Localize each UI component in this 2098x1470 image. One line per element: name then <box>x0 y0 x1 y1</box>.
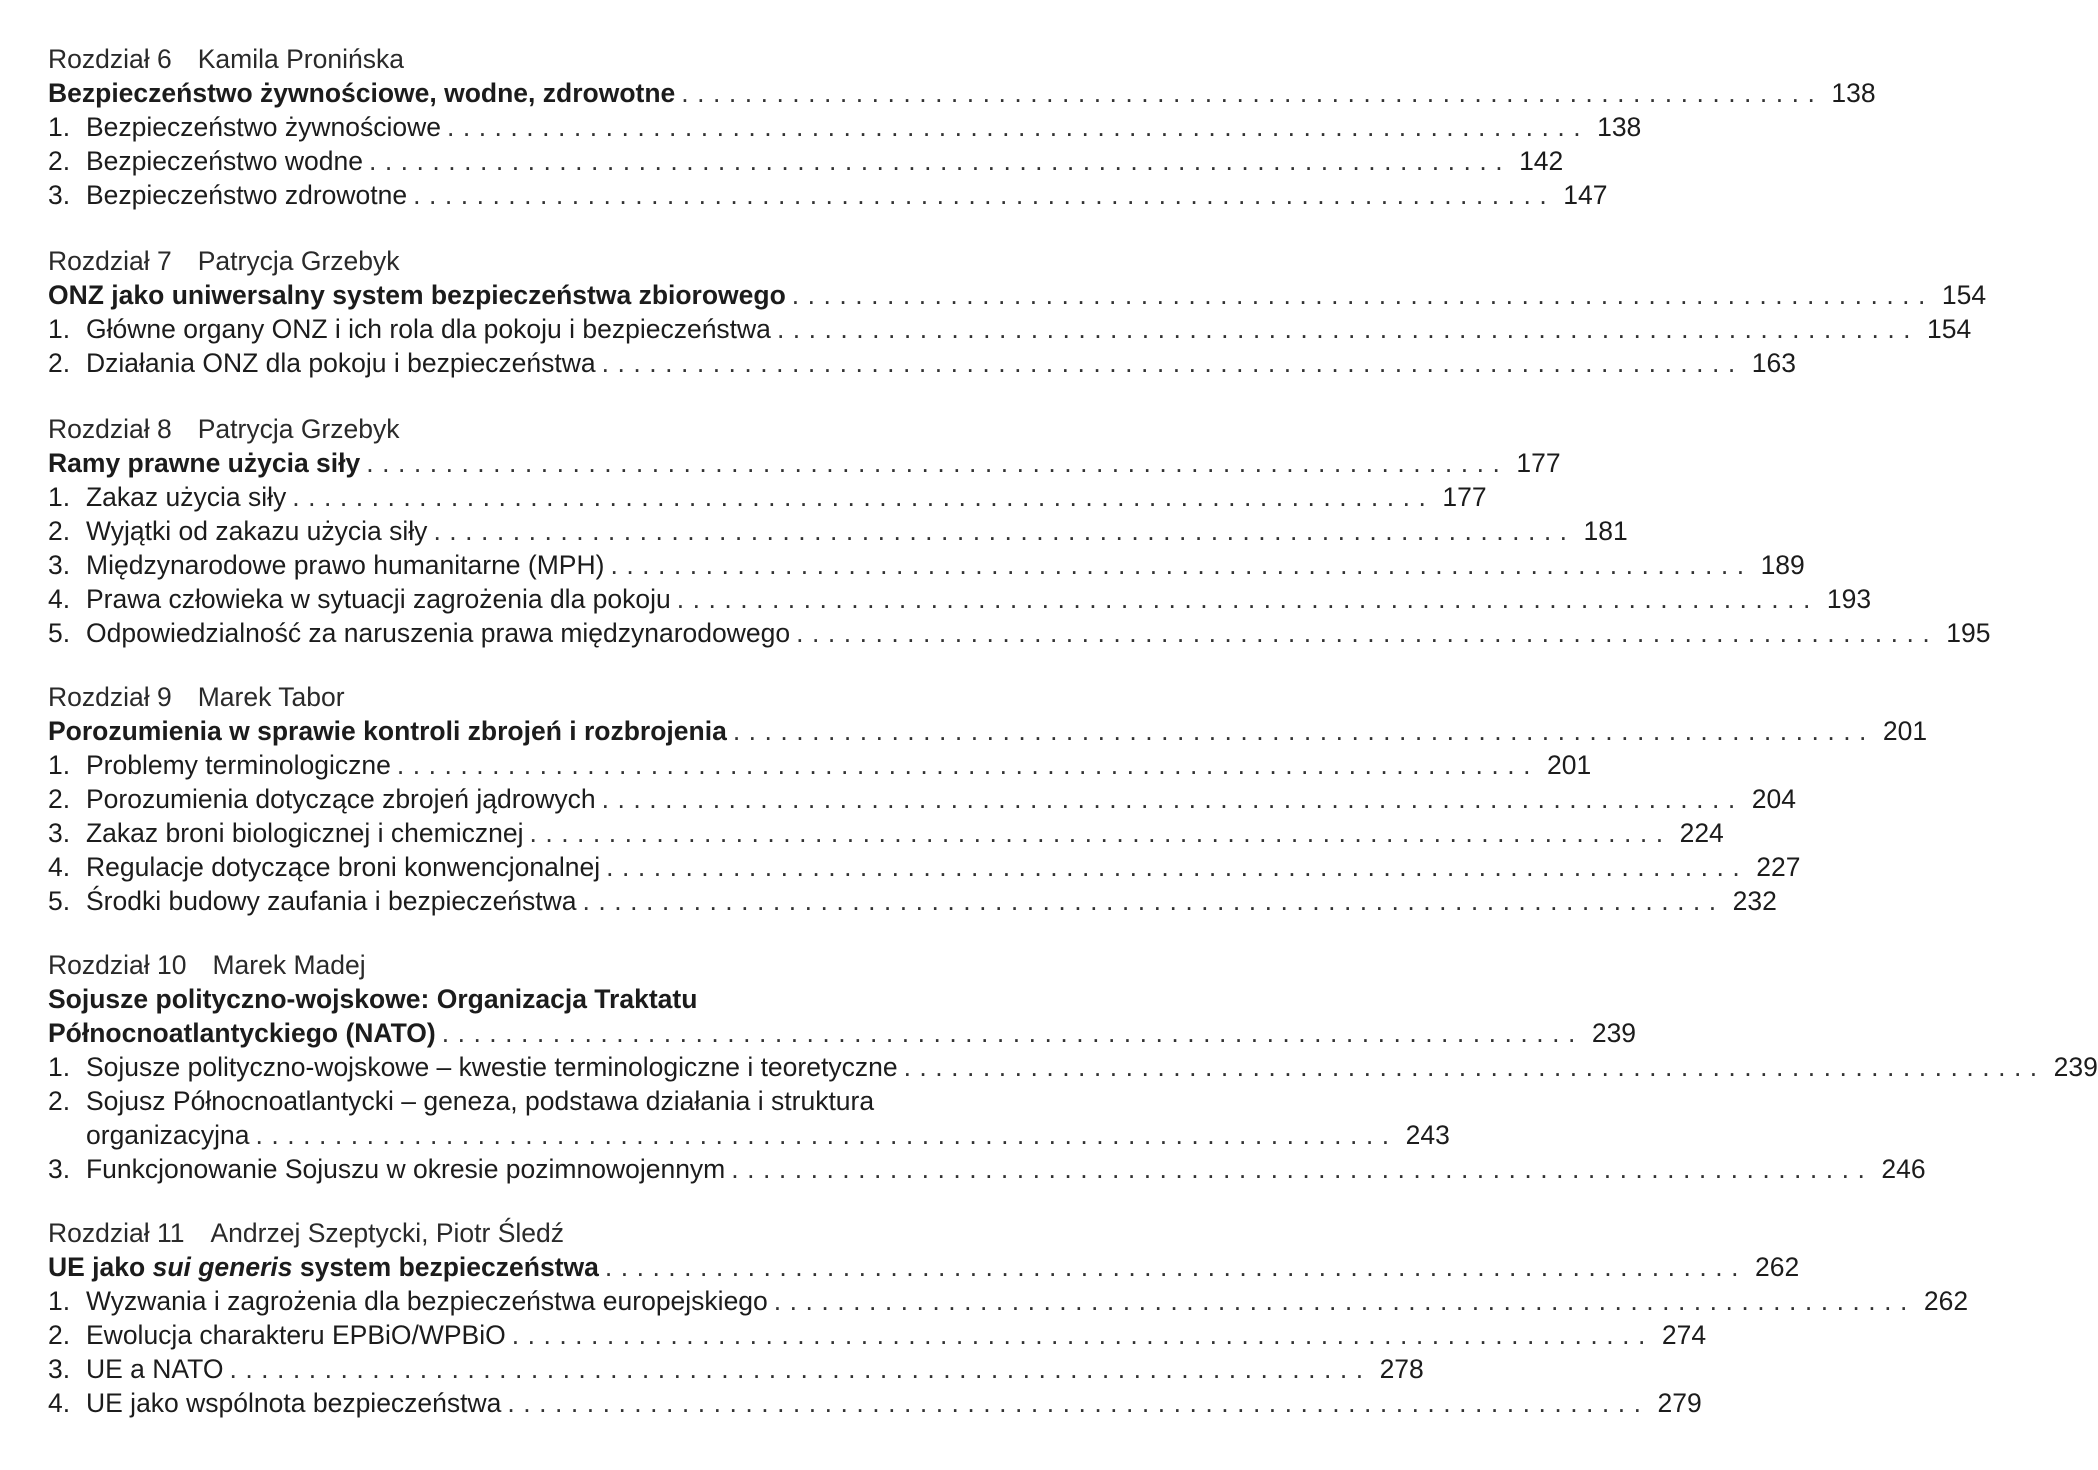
toc-item[interactable] <box>48 1352 1424 1386</box>
item-number: 3. <box>48 180 71 210</box>
leader-dots: ........................................................................ <box>791 280 1934 310</box>
toc-item[interactable] <box>48 312 1972 346</box>
page-number: 201 <box>1547 750 1592 780</box>
item-text: UE a NATO <box>86 1354 224 1384</box>
leader-dots: ........................................................................ <box>776 314 1920 344</box>
leader-dots: ........................................................................ <box>681 78 1824 108</box>
chapter-label: Rozdział 10 <box>48 950 187 980</box>
leader-dots: ........................................................................ <box>676 584 1819 614</box>
chapter-title-row[interactable] <box>48 278 1987 312</box>
item-number: 5. <box>48 618 71 648</box>
chapter-title: Bezpieczeństwo żywnościowe, wodne, zdrowotne <box>48 76 681 110</box>
item-number: 1. <box>48 112 71 142</box>
item-text: Regulacje dotyczące broni konwencjonalnej <box>86 852 601 882</box>
item-number: 3. <box>48 818 71 848</box>
item-text: Sojusz Północnoatlantycki – geneza, podstawa działania i struktura <box>86 1086 875 1116</box>
leader-dots: ........................................................................ <box>396 750 1539 780</box>
item-text: Międzynarodowe prawo humanitarne (MPH) <box>86 550 605 580</box>
chapter-label: Rozdział 7 <box>48 246 172 276</box>
leader-dots: ........................................................................ <box>601 348 1744 378</box>
chapter-author: Marek Tabor <box>197 682 345 712</box>
chapter-heading <box>48 1216 1030 1250</box>
leader-dots: ........................................................................ <box>229 1354 1372 1384</box>
item-number: 2. <box>48 516 71 546</box>
item-number: 5. <box>48 886 71 916</box>
item-text: UE jako wspólnota bezpieczeństwa <box>86 1388 502 1418</box>
leader-dots: ........................................................................ <box>604 1252 1747 1282</box>
leader-dots: ........................................................................ <box>433 516 1576 546</box>
toc-item[interactable] <box>48 548 1805 582</box>
chapter-title-row[interactable] <box>48 1016 1637 1050</box>
title-emphasis: sui generis <box>152 1252 293 1282</box>
toc-item[interactable] <box>48 514 1628 548</box>
chapter-title: Północnoatlantyckiego (NATO) <box>48 1016 442 1050</box>
title-part: system bezpieczeństwa <box>292 1252 599 1282</box>
page-number: 204 <box>1751 784 1796 814</box>
item-text: Działania ONZ dla pokoju i bezpieczeństwa <box>86 348 596 378</box>
leader-dots: ........................................................................ <box>255 1120 1398 1150</box>
chapter-author: Marek Madej <box>212 950 366 980</box>
item-number: 4. <box>48 584 71 614</box>
page-number: 138 <box>1831 78 1876 108</box>
page-number: 181 <box>1583 516 1628 546</box>
chapter-label: Rozdział 8 <box>48 414 172 444</box>
item-number: 2. <box>48 784 71 814</box>
toc-item[interactable] <box>48 748 1592 782</box>
leader-dots: ........................................................................ <box>413 180 1556 210</box>
leader-dots: ........................................................................ <box>366 448 1509 478</box>
item-text: Porozumienia dotyczące zbrojeń jądrowych <box>86 784 596 814</box>
leader-dots: ........................................................................ <box>610 550 1753 580</box>
chapter-author: Patrycja Grzebyk <box>197 246 400 276</box>
item-text: Środki budowy zaufania i bezpieczeństwa <box>86 886 577 916</box>
item-text: Problemy terminologiczne <box>86 750 391 780</box>
toc-item[interactable] <box>48 346 1796 380</box>
chapter-label: Rozdział 9 <box>48 682 172 712</box>
page-number: 195 <box>1946 618 1991 648</box>
item-text: Funkcjonowanie Sojuszu w okresie pozimnowojennym <box>86 1154 726 1184</box>
item-text: Bezpieczeństwo zdrowotne <box>86 180 408 210</box>
chapter-label: Rozdział 6 <box>48 44 172 74</box>
chapter-title <box>48 1250 605 1284</box>
item-number: 1. <box>48 1052 71 1082</box>
page-number: 278 <box>1379 1354 1424 1384</box>
chapter-title-row[interactable] <box>48 76 1876 110</box>
chapter-title-row[interactable] <box>48 714 1928 748</box>
page-number: 138 <box>1597 112 1642 142</box>
page-number: 274 <box>1661 1320 1707 1350</box>
page-number: 193 <box>1826 584 1872 614</box>
toc-item[interactable] <box>48 480 1487 514</box>
chapter-7 <box>48 244 1987 380</box>
chapter-11 <box>48 1216 1969 1420</box>
item-number: 2. <box>48 1086 71 1116</box>
leader-dots: ........................................................................ <box>292 482 1435 512</box>
toc-item[interactable] <box>48 1318 1707 1352</box>
page-number: 262 <box>1754 1252 1800 1282</box>
leader-dots: ........................................................................ <box>731 1154 1874 1184</box>
toc-item[interactable] <box>48 582 1872 616</box>
toc-item[interactable] <box>48 144 1564 178</box>
toc-item[interactable] <box>48 816 1724 850</box>
item-text: Prawa człowieka w sytuacji zagrożenia dla pokoju <box>86 584 671 614</box>
chapter-author: Kamila Pronińska <box>197 44 404 74</box>
chapter-title-row[interactable] <box>48 446 1561 480</box>
item-text: organizacyjna <box>86 1118 256 1152</box>
item-text: Zakaz broni biologicznej i chemicznej <box>86 818 524 848</box>
leader-dots: ........................................................................ <box>582 886 1725 916</box>
page-number: 177 <box>1442 482 1487 512</box>
chapter-title: Ramy prawne użycia siły <box>48 446 366 480</box>
toc-item-continuation[interactable] <box>48 1118 1450 1152</box>
page-number: 246 <box>1881 1154 1926 1184</box>
page-number: 279 <box>1657 1388 1702 1418</box>
toc-item[interactable] <box>48 782 1796 816</box>
toc-item[interactable] <box>48 110 1642 144</box>
page-number: 177 <box>1516 448 1561 478</box>
chapter-title: ONZ jako uniwersalny system bezpieczeństwa zbiorowego <box>48 278 792 312</box>
toc-item[interactable] <box>48 850 1801 884</box>
page-number: 227 <box>1756 852 1801 882</box>
chapter-heading <box>48 412 1030 446</box>
item-text: Zakaz użycia siły <box>86 482 287 512</box>
item-text: Główne organy ONZ i ich rola dla pokoju i bezpieczeństwa <box>86 314 771 344</box>
page-number: 262 <box>1923 1286 1969 1316</box>
item-number: 1. <box>48 482 71 512</box>
leader-dots: ........................................................................ <box>606 852 1749 882</box>
chapter-label: Rozdział 11 <box>48 1218 185 1248</box>
leader-dots: ........................................................................ <box>732 716 1875 746</box>
page-number: 232 <box>1732 886 1777 916</box>
toc-item-line1[interactable] <box>48 1084 1030 1118</box>
item-number: 2. <box>48 1320 71 1350</box>
leader-dots: ........................................................................ <box>796 618 1939 648</box>
item-text: Sojusze polityczno-wojskowe – kwestie terminologiczne i teoretyczne <box>86 1052 898 1082</box>
page-number: 163 <box>1751 348 1796 378</box>
leader-dots: ........................................................................ <box>773 1286 1916 1316</box>
leader-dots: ........................................................................ <box>511 1320 1654 1350</box>
chapter-title: Porozumienia w sprawie kontroli zbrojeń i rozbrojenia <box>48 714 733 748</box>
chapter-9 <box>48 680 1928 918</box>
item-number: 4. <box>48 1388 71 1418</box>
chapter-heading <box>48 680 1030 714</box>
page-number: 154 <box>1941 280 1987 310</box>
item-number: 1. <box>48 314 71 344</box>
item-text: Wyjątki od zakazu użycia siły <box>86 516 428 546</box>
item-number: 3. <box>48 1354 71 1384</box>
item-number: 3. <box>48 550 71 580</box>
page-number: 189 <box>1760 550 1805 580</box>
chapter-6 <box>48 42 1876 212</box>
toc-item[interactable] <box>48 616 1991 650</box>
item-text: Ewolucja charakteru EPBiO/WPBiO <box>86 1320 506 1350</box>
toc-item[interactable] <box>48 1152 1926 1186</box>
toc-item[interactable] <box>48 1050 2098 1084</box>
item-number: 2. <box>48 146 71 176</box>
leader-dots: ........................................................................ <box>446 112 1590 142</box>
chapter-heading <box>48 42 1030 76</box>
page-number: 224 <box>1679 818 1724 848</box>
title-part: UE jako <box>48 1252 153 1282</box>
chapter-heading <box>48 948 1030 982</box>
chapter-title-line1: Sojusze polityczno-wojskowe: Organizacja Traktatu <box>48 984 698 1014</box>
item-number: 4. <box>48 852 71 882</box>
item-number: 1. <box>48 750 71 780</box>
chapter-10 <box>48 948 2098 1186</box>
page-number: 154 <box>1927 314 1972 344</box>
toc-item[interactable] <box>48 884 1777 918</box>
item-number: 3. <box>48 1154 71 1184</box>
toc-item[interactable] <box>48 1386 1702 1420</box>
chapter-author: Patrycja Grzebyk <box>197 414 400 444</box>
page-number: 243 <box>1405 1120 1450 1150</box>
chapter-author: Andrzej Szeptycki, Piotr Śledź <box>210 1218 564 1248</box>
leader-dots: ........................................................................ <box>529 818 1672 848</box>
leader-dots: ........................................................................ <box>507 1388 1650 1418</box>
leader-dots: ........................................................................ <box>903 1052 2046 1082</box>
chapter-title-row[interactable] <box>48 1250 1800 1284</box>
leader-dots: ........................................................................ <box>368 146 1512 176</box>
page-number: 239 <box>2053 1052 2098 1082</box>
chapter-8 <box>48 412 1991 650</box>
item-text: Odpowiedzialność za naruszenia prawa międzynarodowego <box>86 618 791 648</box>
item-text: Bezpieczeństwo wodne <box>86 146 363 176</box>
page-number: 239 <box>1591 1018 1637 1048</box>
leader-dots: ........................................................................ <box>601 784 1744 814</box>
page-number: 142 <box>1519 146 1564 176</box>
item-number: 2. <box>48 348 71 378</box>
item-number: 1. <box>48 1286 71 1316</box>
item-text: Wyzwania i zagrożenia dla bezpieczeństwa europejskiego <box>86 1286 768 1316</box>
toc-item[interactable] <box>48 178 1608 212</box>
leader-dots: ........................................................................ <box>441 1018 1584 1048</box>
item-text: Bezpieczeństwo żywnościowe <box>86 112 441 142</box>
page-number: 147 <box>1563 180 1608 210</box>
page-number: 201 <box>1882 716 1928 746</box>
toc-item[interactable] <box>48 1284 1969 1318</box>
chapter-heading <box>48 244 1030 278</box>
